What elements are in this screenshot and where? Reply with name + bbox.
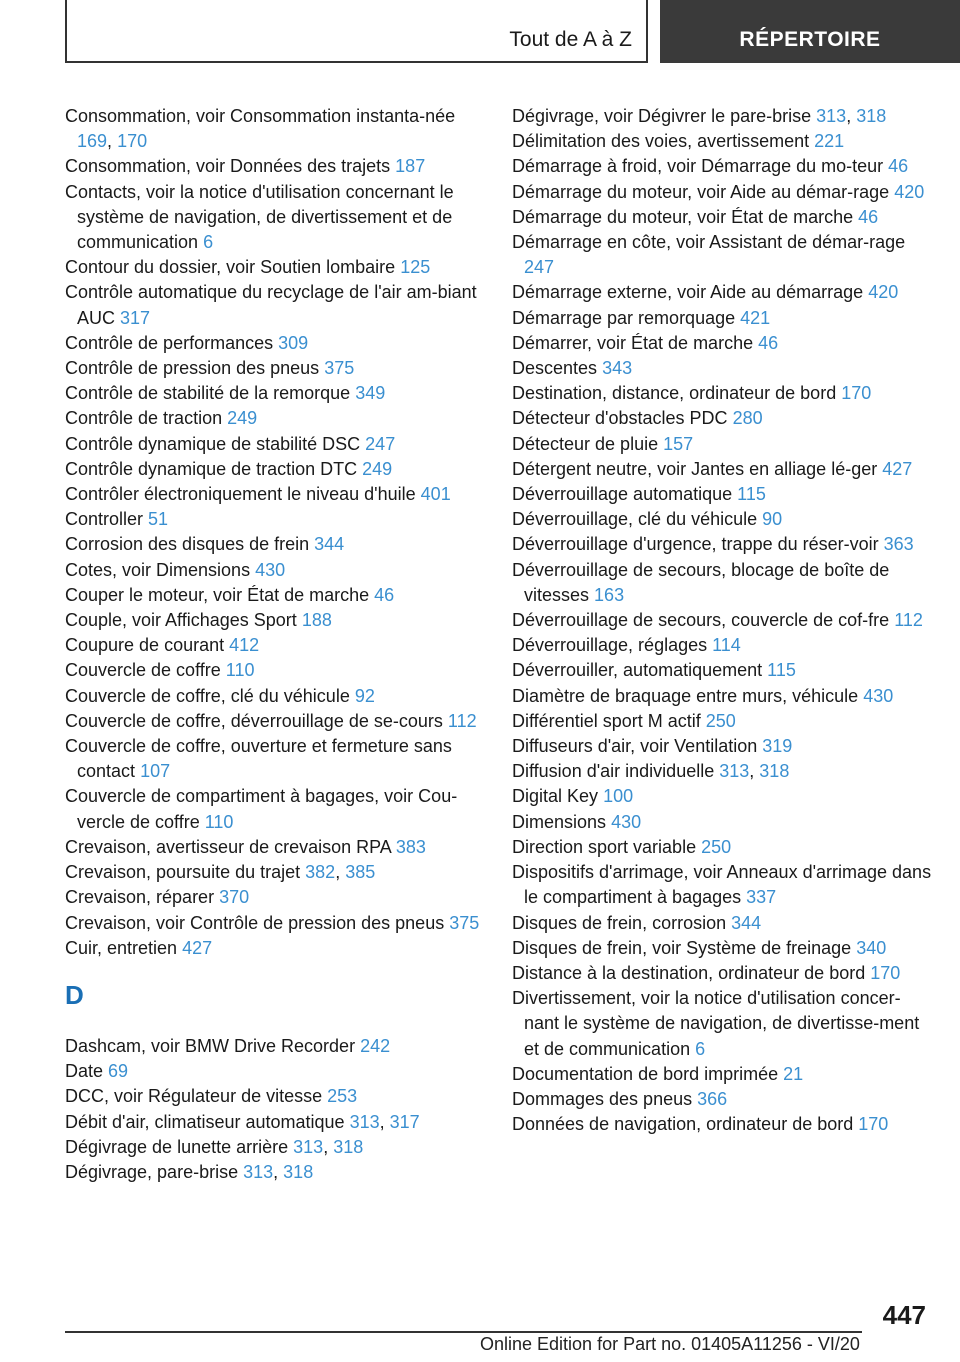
page-link[interactable]: 412 (229, 635, 260, 656)
index-entry-text: Déverrouillage de secours, couvercle de cof-fre (512, 610, 890, 631)
index-entry (512, 1062, 932, 1087)
index-entry (65, 482, 485, 507)
index-entry-text: Digital Key (512, 786, 599, 807)
index-entry (65, 583, 485, 608)
page-link[interactable]: 401 (420, 484, 451, 505)
page-link[interactable]: 249 (362, 458, 393, 479)
index-entry (65, 381, 485, 406)
page-link[interactable]: 92 (354, 685, 375, 706)
index-entry (512, 507, 932, 532)
index-entry (512, 1112, 932, 1137)
index-entry (512, 784, 932, 809)
page-link[interactable]: 280 (732, 408, 763, 429)
index-entry (65, 457, 485, 482)
page-link[interactable]: 313 (293, 1136, 324, 1157)
page-link[interactable]: 427 (882, 458, 913, 479)
index-entry (512, 356, 932, 381)
index-column-left (65, 104, 485, 1185)
index-entry (65, 684, 485, 709)
page-link[interactable]: 385 (345, 862, 376, 883)
index-entry (65, 658, 485, 683)
page-link[interactable]: 242 (360, 1035, 391, 1056)
index-entry (512, 381, 932, 406)
page-link[interactable]: 115 (767, 660, 796, 681)
index-entry: Dégivrage, voir Dégivrer le pare-brise 313, 318 (512, 106, 887, 126)
index-entry-text: Crevaison, poursuite du trajet (65, 862, 301, 883)
index-entry-text: Démarrage par remorquage (512, 307, 736, 328)
page-link[interactable]: 317 (389, 1111, 420, 1132)
index-entry (65, 356, 485, 381)
page-link[interactable]: 21 (783, 1063, 804, 1084)
index-entry-text: Déverrouiller, automatiquement (512, 660, 763, 681)
index-entry-text: Contrôle automatique du recyclage de l'air am-biant AUC (65, 282, 477, 328)
page-link[interactable]: 157 (663, 433, 694, 454)
index-entry (65, 507, 485, 532)
page-link[interactable]: 110 (225, 660, 255, 681)
page-link[interactable]: 309 (278, 332, 309, 353)
page-link[interactable]: 375 (324, 358, 355, 379)
page-link[interactable]: 112 (447, 710, 477, 731)
index-entry (65, 280, 485, 330)
index-entry-text: Démarrer, voir État de marche (512, 332, 754, 353)
page-link[interactable]: 383 (395, 836, 426, 857)
page-link[interactable]: 46 (858, 206, 879, 227)
index-entry-text: Coupure de courant (65, 635, 225, 656)
page-link[interactable]: 46 (758, 332, 779, 353)
index-entry (512, 154, 932, 179)
index-entry (512, 734, 932, 759)
index-entry (512, 658, 932, 683)
index-entry-text: Contrôle de stabilité de la remorque (65, 383, 351, 404)
index-entry-text: Couvercle de compartiment à bagages, voir Cou-vercle de coffre (65, 786, 458, 832)
page-link[interactable]: 370 (219, 887, 250, 908)
index-entry-text: Contrôle dynamique de traction DTC (65, 458, 358, 479)
page-link[interactable]: 163 (594, 584, 625, 605)
page-link[interactable]: 221 (814, 131, 845, 152)
index-entry (512, 961, 932, 986)
index-entry (65, 180, 485, 256)
index-entry (65, 432, 485, 457)
index-entry-text: Couvercle de coffre, déverrouillage de se-cours (65, 710, 443, 731)
index-entry (512, 331, 932, 356)
index-entry-text: Direction sport variable (512, 836, 697, 857)
page-link[interactable]: 366 (697, 1088, 728, 1109)
header-tab-a-to-z-label: Tout de A à Z (509, 28, 632, 51)
index-entry (512, 230, 932, 280)
index-entry (512, 306, 932, 331)
index-entry (512, 633, 932, 658)
page-link[interactable]: 382 (305, 862, 336, 883)
index-entry (512, 532, 932, 557)
page-link[interactable]: 249 (227, 408, 258, 429)
index-entry (65, 1034, 485, 1059)
index-entry (512, 684, 932, 709)
index-entry-text: Contrôle dynamique de stabilité DSC (65, 433, 361, 454)
page-link[interactable]: 188 (301, 610, 332, 631)
page-link[interactable]: 250 (705, 710, 736, 731)
index-entry (512, 709, 932, 734)
page-link[interactable]: 170 (870, 962, 901, 983)
index-entry-text: Dimensions (512, 811, 607, 832)
index-entry-text: Diamètre de braquage entre murs, véhicule (512, 685, 859, 706)
page-link[interactable]: 125 (400, 257, 431, 278)
index-entry-text: Contour du dossier, voir Soutien lombaire (65, 257, 396, 278)
index-entry-text: Contrôle de performances (65, 332, 274, 353)
page-link[interactable]: 430 (863, 685, 894, 706)
page-link[interactable]: 187 (395, 156, 426, 177)
index-entry-text: Descentes (512, 358, 598, 379)
page-link[interactable]: 344 (314, 534, 345, 555)
index-entry (65, 835, 485, 860)
index-entry (512, 986, 932, 1062)
index-entry: Diffusion d'air individuelle 313, 318 (512, 761, 790, 782)
index-entry (512, 608, 932, 633)
index-entry-text: Contacts, voir la notice d'utilisation concernant le système de navigation, de divertissement et de communication (65, 181, 454, 253)
page-link[interactable]: 420 (894, 181, 925, 202)
index-entry-text: Diffusion d'air individuelle (512, 761, 715, 782)
header-tab-repertoire (660, 0, 960, 63)
index-entry (512, 810, 932, 835)
index-entry-text: Détergent neutre, voir Jantes en alliage lé-ger (512, 458, 878, 479)
page-link[interactable]: 6 (695, 1038, 706, 1059)
page-link[interactable]: 313 (243, 1161, 274, 1182)
index-entry-text: Débit d'air, climatiseur automatique (65, 1111, 345, 1132)
page-link[interactable]: 250 (701, 836, 732, 857)
index-entry (65, 911, 485, 936)
page-link[interactable]: 343 (602, 358, 633, 379)
page-link[interactable]: 317 (120, 307, 151, 328)
index-entry-text: Cuir, entretien (65, 937, 178, 958)
index-entry-text: Date (65, 1061, 104, 1082)
index-entry (512, 406, 932, 431)
page-link[interactable]: 114 (712, 635, 741, 656)
index-entry (512, 180, 932, 205)
index-entry-text: Démarrage du moteur, voir État de marche (512, 206, 854, 227)
index-entry-text: Crevaison, avertisseur de crevaison RPA (65, 836, 391, 857)
index-entry (512, 280, 932, 305)
index-entry-text: Délimitation des voies, avertissement (512, 131, 810, 152)
index-entry-text: Destination, distance, ordinateur de bord (512, 383, 837, 404)
index-entry-text: DCC, voir Régulateur de vitesse (65, 1086, 323, 1107)
index-entry-text: Documentation de bord imprimée (512, 1063, 779, 1084)
index-entry (65, 532, 485, 557)
page-link[interactable]: 420 (868, 282, 899, 303)
index-entry-text: Crevaison, réparer (65, 887, 215, 908)
index-entry-text: Dommages des pneus (512, 1088, 693, 1109)
index-entry-text: Couvercle de coffre, ouverture et fermeture sans contact (65, 736, 452, 782)
index-entry-text: Contrôler électroniquement le niveau d'huile (65, 484, 416, 505)
index-entry (512, 482, 932, 507)
page-link[interactable]: 110 (204, 811, 234, 832)
header-tab-a-to-z (65, 0, 648, 63)
page-link[interactable]: 247 (365, 433, 396, 454)
page-link[interactable]: 112 (894, 610, 923, 631)
index-entry (512, 457, 932, 482)
index-entry (512, 558, 932, 608)
index-entry (512, 1087, 932, 1112)
page-link[interactable]: 170 (117, 131, 148, 152)
page-link[interactable]: 318 (759, 761, 790, 782)
index-entry-text: Démarrage externe, voir Aide au démarrage (512, 282, 864, 303)
index-column-right (512, 104, 932, 1137)
index-entry-text: Démarrage du moteur, voir Aide au démar-rage (512, 181, 890, 202)
page-link[interactable]: 169 (77, 131, 108, 152)
index-entry-text: Diffuseurs d'air, voir Ventilation (512, 736, 758, 757)
page-link[interactable]: 318 (333, 1136, 364, 1157)
index-entry: Dégivrage, pare-brise 313, 318 (65, 1161, 314, 1182)
page-link[interactable]: 344 (731, 912, 762, 933)
index-entry-text: Corrosion des disques de frein (65, 534, 310, 555)
index-entry-text: Déverrouillage, réglages (512, 635, 708, 656)
index-entry (65, 1059, 485, 1084)
index-entry (65, 558, 485, 583)
index-entry: Crevaison, poursuite du trajet 382, 385 (65, 862, 376, 883)
index-entry-text: Crevaison, voir Contrôle de pression des pneus (65, 912, 445, 933)
index-entry-text: Dégivrage de lunette arrière (65, 1136, 289, 1157)
index-entry-text: Couper le moteur, voir État de marche (65, 584, 370, 605)
index-entry (512, 129, 932, 154)
section-letter: D (65, 979, 84, 1010)
index-entry-text: Dégivrage, pare-brise (65, 1161, 239, 1182)
page-link[interactable]: 363 (883, 534, 914, 555)
index-entry (512, 432, 932, 457)
page-link[interactable]: 170 (841, 383, 872, 404)
index-entry (65, 936, 485, 961)
index-entry-text: Dispositifs d'arrimage, voir Anneaux d'arrimage dans le compartiment à bagages (512, 862, 932, 908)
page-link[interactable]: 46 (888, 156, 909, 177)
footer-rule (65, 1331, 862, 1333)
index-entry-text: Consommation, voir Données des trajets (65, 156, 391, 177)
index-entry-text: Données de navigation, ordinateur de bord (512, 1114, 854, 1135)
page-link[interactable]: 313 (816, 106, 847, 126)
page-link[interactable]: 170 (858, 1114, 889, 1135)
index-entry-text: Disques de frein, voir Système de freinage (512, 937, 852, 958)
index-entry (512, 205, 932, 230)
index-entry-text: Disques de frein, corrosion (512, 912, 727, 933)
page-link[interactable]: 319 (762, 736, 793, 757)
index-entry-text: Distance à la destination, ordinateur de bord (512, 962, 866, 983)
page-link[interactable]: 51 (148, 509, 169, 530)
page-link[interactable]: 115 (737, 484, 766, 505)
index-entry (65, 608, 485, 633)
index-entry-text: Contrôle de traction (65, 408, 223, 429)
index-entry (65, 885, 485, 910)
page-link[interactable]: 46 (374, 584, 395, 605)
page-link[interactable]: 100 (603, 786, 634, 807)
page-link[interactable]: 430 (611, 811, 642, 832)
index-entry: Débit d'air, climatiseur automatique 313, 317 (65, 1111, 420, 1132)
index-entry (65, 734, 485, 784)
index-group-d-continued (512, 104, 932, 1137)
index-entry-text: Couvercle de coffre, clé du véhicule (65, 685, 350, 706)
index-entry-text: Controller (65, 509, 144, 530)
page-link[interactable]: 340 (856, 937, 887, 958)
page-link[interactable]: 337 (746, 887, 777, 908)
page-link[interactable]: 107 (140, 761, 171, 782)
index-entry (65, 331, 485, 356)
index-entry-text: Démarrage à froid, voir Démarrage du mo-teur (512, 156, 884, 177)
page-link[interactable]: 427 (182, 937, 213, 958)
index-entry-text: Couple, voir Affichages Sport (65, 610, 297, 631)
header-tab-repertoire-label: RÉPERTOIRE (739, 28, 881, 51)
page-link[interactable]: 318 (283, 1161, 314, 1182)
page-link[interactable]: 375 (449, 912, 480, 933)
index-entry-text: Cotes, voir Dimensions (65, 559, 251, 580)
page-link[interactable]: 349 (355, 383, 386, 404)
index-entry-text: Démarrage en côte, voir Assistant de démar-rage (512, 232, 906, 253)
index-entry-text: Couvercle de coffre (65, 660, 221, 681)
page-link[interactable]: 313 (719, 761, 750, 782)
index-entry-text: Détecteur de pluie (512, 433, 659, 454)
index-entry-text: Déverrouillage, clé du véhicule (512, 509, 758, 530)
index-entry (65, 784, 485, 834)
page-link[interactable]: 421 (740, 307, 771, 328)
index-entry: Dégivrage de lunette arrière 313, 318 (65, 1136, 364, 1157)
page-link[interactable]: 90 (762, 509, 783, 530)
index-entry (512, 936, 932, 961)
page-link[interactable]: 69 (108, 1061, 129, 1082)
page-link[interactable]: 247 (524, 257, 555, 278)
index-entry-text: Différentiel sport M actif (512, 710, 701, 731)
index-entry (512, 911, 932, 936)
index-entry (65, 633, 485, 658)
index-entry (65, 406, 485, 431)
index-entry-text: Divertissement, voir la notice d'utilisation concer-nant le système de navigation, de divertisse-ment et de communication (512, 988, 920, 1059)
page-link[interactable]: 253 (327, 1086, 358, 1107)
index-entry-text: Déverrouillage d'urgence, trappe du réser-voir (512, 534, 879, 555)
index-entry-text: Déverrouillage de secours, blocage de boîte de vitesses (512, 559, 890, 605)
index-entry (512, 860, 932, 910)
index-entry-text: Détecteur d'obstacles PDC (512, 408, 728, 429)
index-entry-text: Dashcam, voir BMW Drive Recorder (65, 1035, 356, 1056)
footer-edition: Online Edition for Part no. 01405A11256 - VI/20 (480, 1334, 860, 1354)
page-link[interactable]: 430 (255, 559, 286, 580)
page-link[interactable]: 6 (203, 232, 214, 253)
index-entry-text: Déverrouillage automatique (512, 484, 733, 505)
index-entry-text: Consommation, voir Consommation instanta-née (65, 106, 456, 126)
index-entry-text: Contrôle de pression des pneus (65, 358, 320, 379)
index-entry: Consommation, voir Consommation instanta-née 169, 170 (65, 106, 456, 152)
index-entry (512, 835, 932, 860)
index-entry (65, 154, 485, 179)
index-entry (65, 1084, 485, 1109)
index-entry-text: Dégivrage, voir Dégivrer le pare-brise (512, 106, 812, 126)
index-group-d (65, 1034, 485, 1185)
index-group-c (65, 104, 485, 961)
page-number: 447 (882, 1300, 926, 1330)
page-link[interactable]: 318 (856, 106, 887, 126)
index-entry (65, 709, 485, 734)
index-entry (65, 255, 485, 280)
page-link[interactable]: 313 (349, 1111, 380, 1132)
